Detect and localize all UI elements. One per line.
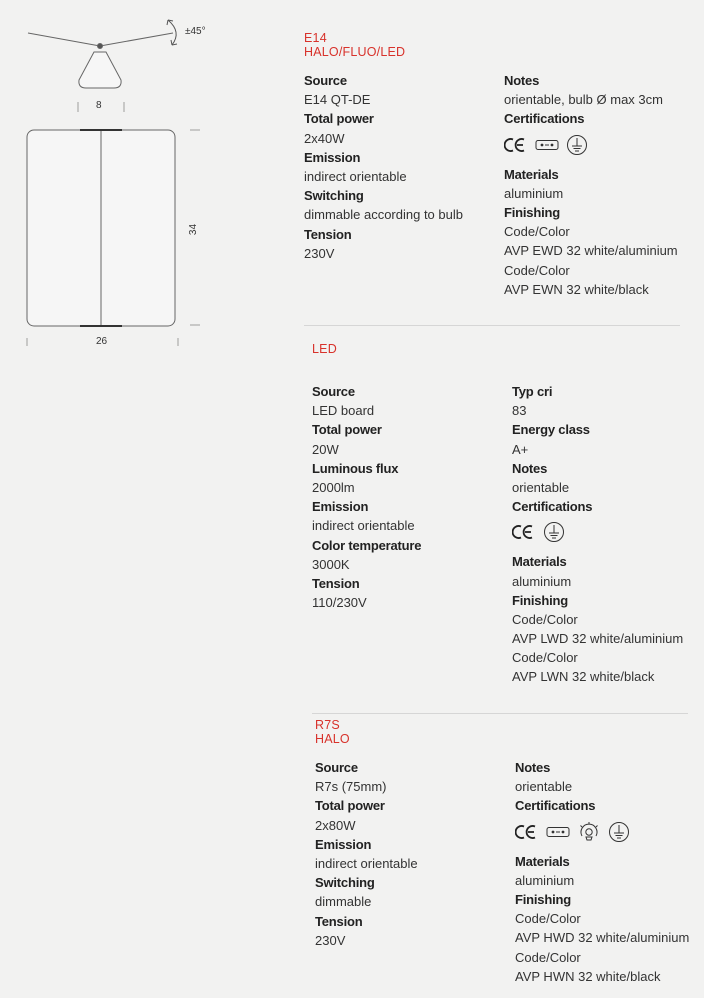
spec-value: 3000K <box>312 556 350 572</box>
materials-value: aluminium <box>515 872 575 888</box>
spec-label: Typ cri <box>512 384 553 399</box>
ce-mark-icon <box>504 137 528 153</box>
spec-value: indirect orientable <box>304 168 407 184</box>
section-title: LED <box>312 342 337 356</box>
spec-label: Source <box>312 384 355 399</box>
spec-value: R7s (75mm) <box>315 779 387 795</box>
materials-label: Materials <box>504 166 559 182</box>
spec-label: Source <box>304 73 347 88</box>
electronic-transformer-icon <box>535 139 559 151</box>
materials-label: Materials <box>512 554 567 570</box>
finishing-value: AVP LWD 32 white/aluminium <box>512 631 684 647</box>
spec-column-left <box>312 382 512 612</box>
side-view-icon <box>28 20 177 88</box>
finishing-value: Code/Color <box>504 224 570 240</box>
spec-label: Tension <box>315 913 363 929</box>
finishing-value: Code/Color <box>515 949 581 965</box>
spec-label: Notes <box>512 460 548 476</box>
section-title: R7S HALO <box>315 718 350 746</box>
earth-ground-icon <box>543 521 565 543</box>
spec-label: Tension <box>304 226 352 242</box>
spec-column-right <box>504 71 704 299</box>
spec-label: Total power <box>312 422 382 438</box>
ce-mark-icon <box>512 524 536 540</box>
finishing-value: Code/Color <box>512 650 578 666</box>
spec-label: Emission <box>304 149 361 165</box>
spec-label: Total power <box>304 111 374 127</box>
spec-label: Energy class <box>512 422 590 438</box>
spec-label: Notes <box>504 73 540 88</box>
electronic-transformer-icon <box>546 826 570 838</box>
section-title: E14 HALO/FLUO/LED <box>304 31 406 59</box>
divider <box>312 713 688 714</box>
spec-value: orientable <box>512 479 570 495</box>
spec-column-right <box>512 382 704 687</box>
dimmer-icon <box>577 821 601 843</box>
spec-value: 2x80W <box>315 817 356 833</box>
width-dimension: 26 <box>96 336 108 347</box>
spec-value: 2x40W <box>304 130 345 146</box>
spec-label: Emission <box>312 499 369 515</box>
spec-label: Total power <box>315 798 385 814</box>
materials-value: aluminium <box>504 185 564 201</box>
spec-label: Switching <box>315 875 375 891</box>
height-dimension: 34 <box>188 223 200 236</box>
angle-label: ±45° <box>185 26 206 37</box>
finishing-value: AVP HWN 32 white/black <box>515 968 661 984</box>
spec-value: 230V <box>315 932 346 948</box>
spec-label: Switching <box>304 188 364 204</box>
spec-label: Color temperature <box>312 537 422 553</box>
spec-column-left <box>304 71 504 263</box>
finishing-value: Code/Color <box>515 911 581 927</box>
finishing-value: AVP EWN 32 white/black <box>504 281 649 297</box>
spec-value: dimmable <box>315 894 372 910</box>
spec-value: orientable, bulb Ø max 3cm <box>504 92 663 108</box>
spec-value: orientable <box>515 779 573 795</box>
spec-label: Emission <box>315 836 372 852</box>
spec-value: dimmable according to bulb <box>304 207 463 223</box>
spec-value: 20W <box>312 441 339 457</box>
spec-label: Tension <box>312 575 360 591</box>
spec-value: 83 <box>512 403 527 419</box>
technical-drawing <box>0 0 240 360</box>
certifications-icons <box>504 131 704 159</box>
earth-ground-icon <box>566 134 588 156</box>
spec-label: Notes <box>515 760 551 775</box>
certifications-label: Certifications <box>504 111 585 127</box>
finishing-label: Finishing <box>515 891 571 907</box>
certifications-icons <box>512 518 704 546</box>
spec-value: indirect orientable <box>312 518 415 534</box>
finishing-value: AVP LWN 32 white/black <box>512 669 655 685</box>
certifications-label: Certifications <box>512 499 593 515</box>
spec-value: indirect orientable <box>315 855 418 871</box>
certifications-icons <box>515 818 704 846</box>
finishing-label: Finishing <box>512 592 568 608</box>
spec-value: E14 QT-DE <box>304 92 371 108</box>
spec-value: 110/230V <box>312 595 367 611</box>
finishing-value: AVP HWD 32 white/aluminium <box>515 930 690 946</box>
front-view-icon <box>27 130 175 326</box>
spec-label: Luminous flux <box>312 460 399 476</box>
spec-value: A+ <box>512 441 529 457</box>
ce-mark-icon <box>515 824 539 840</box>
top-width-dimension: 8 <box>96 100 102 111</box>
spec-value: LED board <box>312 403 375 419</box>
spec-value: 2000lm <box>312 479 355 495</box>
materials-value: aluminium <box>512 573 572 589</box>
finishing-value: Code/Color <box>512 611 578 627</box>
certifications-label: Certifications <box>515 798 596 814</box>
spec-column-left <box>315 758 515 950</box>
finishing-value: AVP EWD 32 white/aluminium <box>504 243 678 259</box>
finishing-value: Code/Color <box>504 262 570 278</box>
spec-value: 230V <box>304 245 335 261</box>
spec-label: Source <box>315 760 358 775</box>
spec-column-right <box>515 758 704 986</box>
earth-ground-icon <box>608 821 630 843</box>
divider <box>304 325 680 326</box>
materials-label: Materials <box>515 853 570 869</box>
finishing-label: Finishing <box>504 204 560 220</box>
